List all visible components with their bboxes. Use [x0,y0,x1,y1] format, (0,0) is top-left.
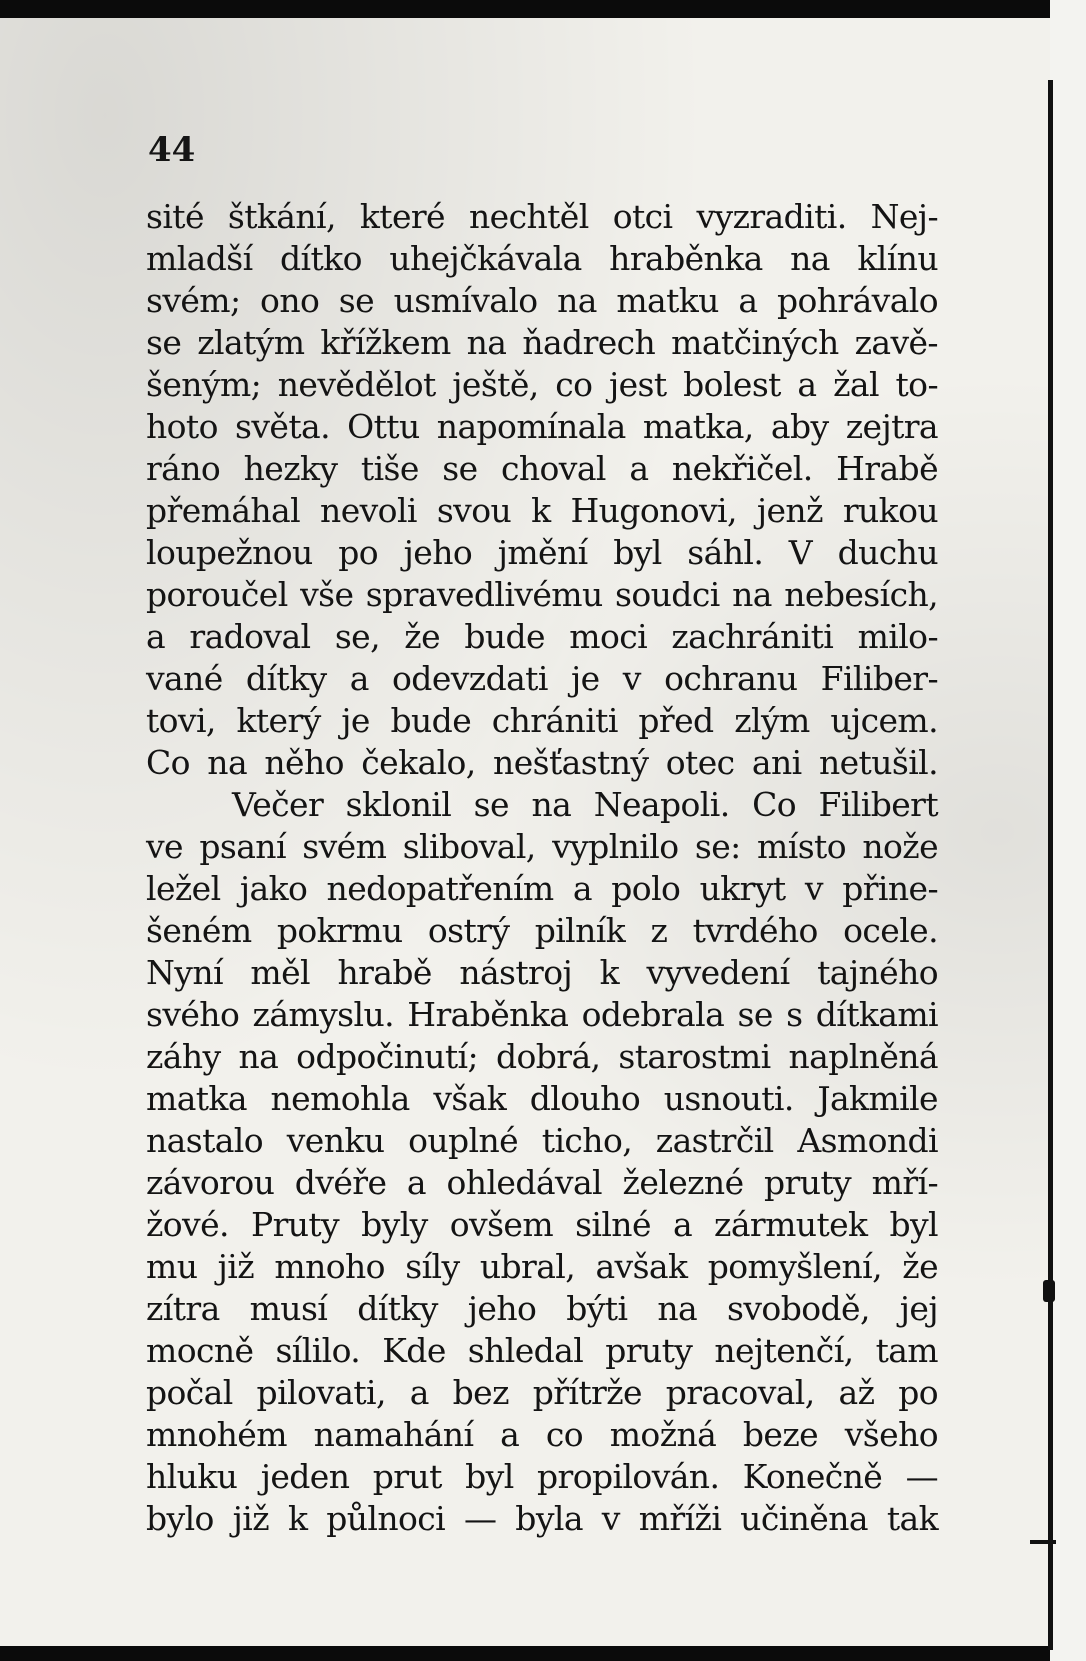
text-line: šeném pokrmu ostrý pilník z tvrdého ocele. [146,911,938,950]
text-line: ve psaní svém sliboval, vyplnilo se: místo nože [146,827,938,866]
scan-artifact-mark [1043,1280,1055,1302]
text-line: mladší dítko uhejčkávala hraběnka na klínu [146,239,938,278]
binding-edge-line [1048,80,1053,1650]
text-line: Nyní měl hrabě nástroj k vyvedení tajného [146,953,938,992]
adjacent-page-edge [1050,0,1086,1661]
page-number: 44 [148,130,196,170]
body-text [146,196,938,1540]
text-line: ráno hezky tiše se choval a nekřičel. Hrabě [146,449,938,488]
text-line: závorou dvéře a ohledával železné pruty mří- [146,1163,938,1202]
text-line: počal pilovati, a bez přítrže pracoval, až po [146,1373,938,1412]
book-page [0,18,1050,1646]
text-line: ležel jako nedopatřením a polo ukryt v přine- [146,869,938,908]
text-line: svého zámyslu. Hraběnka odebrala se s dítkami [146,995,938,1034]
text-line: mu již mnoho síly ubral, avšak pomyšlení, že [146,1247,938,1286]
text-line: tovi, který je bude chrániti před zlým ujcem. [146,701,938,740]
text-line: mnohém namahání a co možná beze všeho [146,1415,938,1454]
text-line: se zlatým křížkem na ňadrech matčiných zavě- [146,323,938,362]
text-line: Co na něho čekalo, nešťastný otec ani netušil. [146,743,938,782]
text-line: a radoval se, že bude moci zachrániti milo- [146,617,938,656]
text-line: nastalo venku ouplné ticho, zastrčil Asmondi [146,1121,938,1160]
text-line: hluku jeden prut byl propilován. Konečně — [146,1457,938,1496]
text-line: mocně sílilo. Kde shledal pruty nejtenčí, tam [146,1331,938,1370]
text-line: vané dítky a odevzdati je v ochranu Filiber- [146,659,938,698]
text-line: bylo již k půlnoci — byla v mříži učiněna tak [146,1499,938,1538]
text-line: Večer sklonil se na Neapoli. Co Filibert [232,785,938,824]
text-line: přemáhal nevoli svou k Hugonovi, jenž rukou [146,491,938,530]
text-line: loupežnou po jeho jmění byl sáhl. V duchu [146,533,938,572]
text-line: šeným; nevědělot ještě, co jest bolest a žal to- [146,365,938,404]
text-line: svém; ono se usmívalo na matku a pohrávalo [146,281,938,320]
text-line: žové. Pruty byly ovšem silné a zármutek byl [146,1205,938,1244]
text-line: zítra musí dítky jeho býti na svobodě, jej [146,1289,938,1328]
text-line: hoto světa. Ottu napomínala matka, aby zejtra [146,407,938,446]
text-line: poroučel vše spravedlivému soudci na nebesích, [146,575,938,614]
text-line: sité štkání, které nechtěl otci vyzraditi. Nej- [146,197,938,236]
scan-artifact-mark [1030,1540,1056,1544]
text-line: záhy na odpočinutí; dobrá, starostmi naplněná [146,1037,938,1076]
text-line: matka nemohla však dlouho usnouti. Jakmile [146,1079,938,1118]
